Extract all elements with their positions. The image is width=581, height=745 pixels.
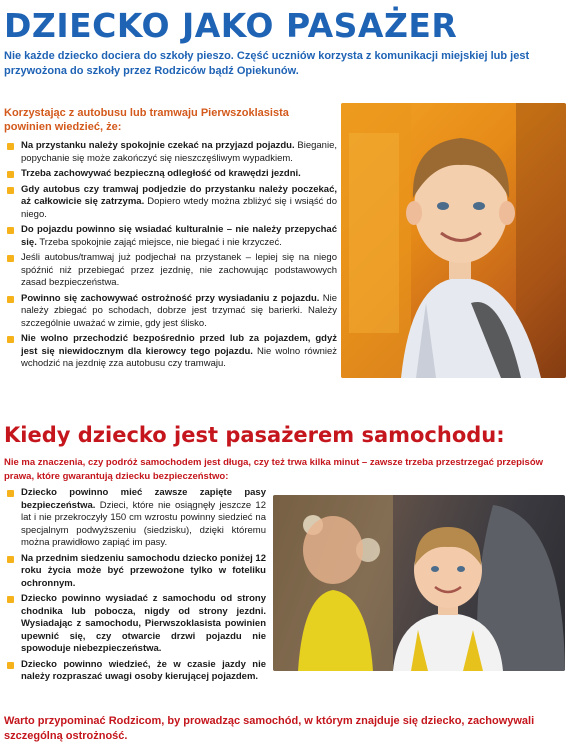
page-title: DZIECKO JAKO PASAŻER bbox=[4, 6, 458, 45]
list-item bbox=[4, 333, 337, 371]
bus-tram-rules-list bbox=[4, 140, 337, 374]
item-text: Dopiero wtedy można zbliżyć się i wsiąść do niego. bbox=[21, 196, 337, 220]
item-text: Trzeba spokojnie zająć miejsce, nie biegać i nie krzyczeć. bbox=[36, 236, 282, 248]
bullet-icon bbox=[7, 556, 14, 563]
item-bold-text: Na przednim siedzeniu samochodu dziecko poniżej 12 roku życia może być przewożone tylko w foteliku ochronnym. bbox=[21, 552, 266, 589]
bullet-icon bbox=[7, 336, 14, 343]
bullet-icon bbox=[7, 227, 14, 234]
bullet-icon bbox=[7, 187, 14, 194]
item-bold-text: Powinno się zachowywać ostrożność przy wysiadaniu z pojazdu. bbox=[21, 292, 320, 304]
list-item bbox=[4, 293, 337, 331]
item-bold-text: Dziecko powinno mieć zawsze zapięte pasy bezpieczeństwa. bbox=[21, 487, 266, 511]
item-bold-text: Dziecko powinno wysiadać z samochodu od strony chodnika lub pobocza, nigdy od strony jezdni. Wysiadając z samochodu, Pierwszoklasista powinien upewnić się, czy otwarcie drzwi pojazdu nie spowoduje niebezpieczeństwa. bbox=[21, 593, 266, 654]
item-bold-text: Na przystanku należy spokojnie czekać na przyjazd pojazdu. bbox=[21, 140, 295, 151]
list-item bbox=[4, 168, 337, 181]
section1-intro: Korzystając z autobusu lub tramwaju Pierwszoklasista powinien wiedzieć, że: bbox=[4, 107, 289, 133]
item-text: Nie należy zbiegać po schodach, dobrze jest trzymać się barierki. Należy szczególnie uważać w zimie, gdy jest ślisko. bbox=[21, 292, 337, 329]
list-item bbox=[4, 487, 266, 550]
item-text: Jeśli autobus/tramwaj już podjechał na przystanek – lepiej się na niego spóźnić niż przebiegać przez jezdnię, nie zachowując podstawowych zasad bezpieczeństwa. bbox=[21, 252, 337, 288]
list-item bbox=[4, 553, 266, 591]
boy-by-bus-photo bbox=[341, 103, 566, 378]
item-text: Bieganie, popychanie się może zakończyć się nieszczęśliwym wypadkiem. bbox=[21, 140, 337, 164]
item-text: Dzieci, które nie osiągnęły jeszcze 12 lat i nie przekroczyły 150 cm wzrostu powinny siedzieć na specjalnym podwyższeniu (siedzisku), dzięki któremu można prawidłowo zapiąć im pasy. bbox=[21, 499, 266, 548]
car-rules-list bbox=[4, 487, 266, 687]
bullet-icon bbox=[7, 143, 14, 150]
bullet-icon bbox=[7, 490, 14, 497]
section2-intro: Nie ma znaczenia, czy podróż samochodem jest długa, czy też trwa kilka minut – zawsze trzeba przestrzegać przepisów prawa, które gwarantują dziecku bezpieczeństwo: bbox=[4, 457, 544, 482]
item-bold-text: Gdy autobus czy tramwaj podjedzie do przystanku należy poczekać, aż całkowicie się zatrzyma. bbox=[21, 183, 337, 207]
boy-by-bus-illustration bbox=[341, 103, 566, 378]
list-item bbox=[4, 593, 266, 656]
closing-paragraph: Warto przypominać Rodzicom, by prowadząc samochód, w którym znajduje się dziecko, zachowywali szczególną ostrożność. bbox=[4, 715, 535, 742]
item-bold-text: Nie wolno przechodzić bezpośrednio przed lub za pojazdem, gdyż jest się niewidocznym dla kierowcy tego pojazdu. bbox=[21, 333, 337, 357]
children-in-car-illustration bbox=[273, 495, 565, 671]
children-in-car-photo bbox=[273, 495, 565, 671]
item-bold-text: Do pojazdu powinno się wsiadać kulturalnie – nie należy przepychać się. bbox=[21, 224, 337, 248]
list-item bbox=[4, 140, 337, 165]
bullet-icon bbox=[7, 255, 14, 262]
bullet-icon bbox=[7, 596, 14, 603]
list-item bbox=[4, 184, 337, 222]
list-item bbox=[4, 252, 337, 290]
bullet-icon bbox=[7, 171, 14, 178]
intro-paragraph: Nie każde dziecko dociera do szkoły pieszo. Część uczniów korzysta z komunikacji miejskiej lub jest przywożona do szkoły przez Rodziców bądź Opiekunów. bbox=[4, 50, 530, 77]
list-item bbox=[4, 224, 337, 249]
item-bold-text: Trzeba zachowywać bezpieczną odległość od krawędzi jezdni. bbox=[21, 168, 301, 179]
bullet-icon bbox=[7, 296, 14, 303]
item-text: Nie wolno również wchodzić na jezdnię zza autobusu czy tramwaju. bbox=[21, 345, 338, 369]
section2-heading: Kiedy dziecko jest pasażerem samochodu: bbox=[4, 423, 505, 447]
page-edge bbox=[575, 0, 581, 745]
bullet-icon bbox=[7, 662, 14, 669]
item-bold-text: Dziecko powinno wiedzieć, że w czasie jazdy nie należy rozpraszać uwagi osoby kierującej pojazdem. bbox=[21, 658, 266, 682]
list-item bbox=[4, 659, 266, 684]
